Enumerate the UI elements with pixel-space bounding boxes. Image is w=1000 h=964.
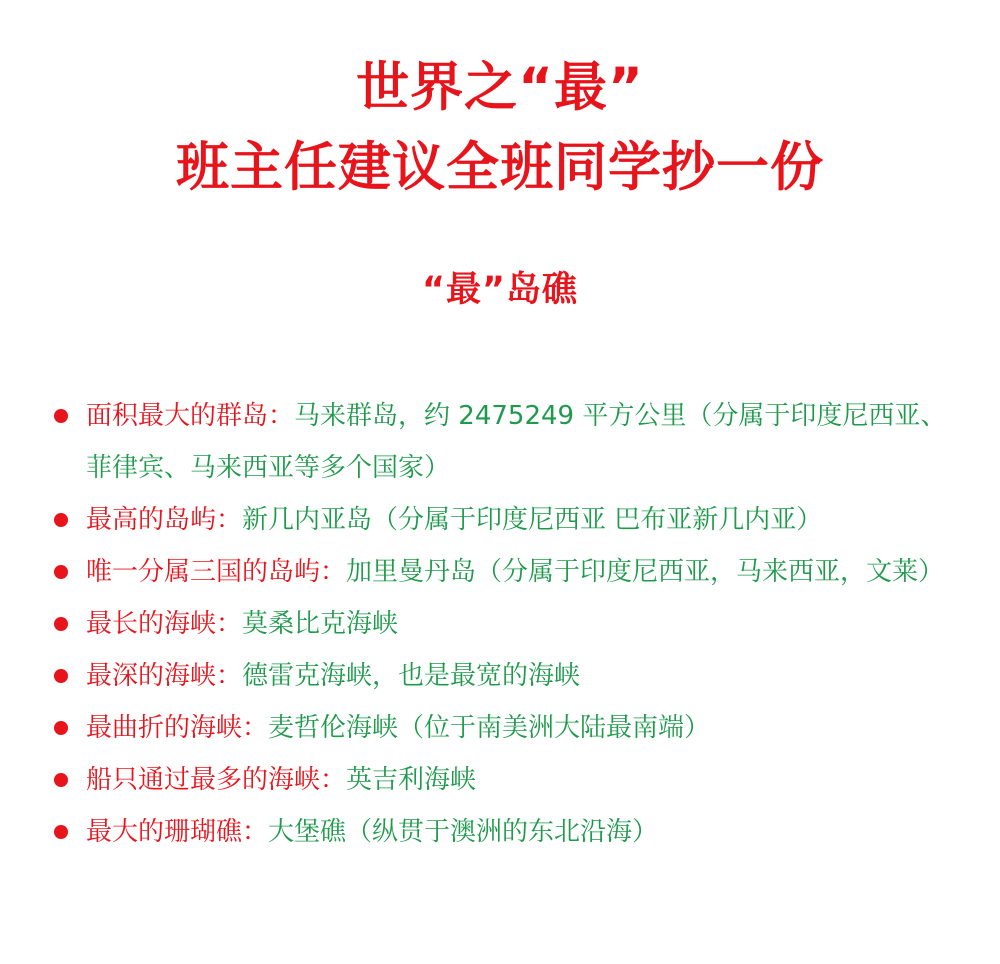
item-label: 面积最大的群岛： (86, 401, 295, 431)
item-label: 最深的海峡： (86, 661, 243, 691)
bullet-icon (54, 617, 68, 631)
item-label: 最长的海峡： (86, 609, 243, 639)
list-item (46, 598, 966, 650)
list-item (46, 650, 966, 702)
list-item (46, 754, 966, 806)
list-item (46, 546, 966, 598)
list-item (46, 806, 966, 858)
bullet-icon (54, 825, 68, 839)
item-label: 最大的珊瑚礁： (86, 817, 269, 847)
item-label: 最高的岛屿： (86, 505, 243, 535)
item-label: 船只通过最多的海峡： (86, 765, 347, 795)
facts-list (46, 390, 966, 858)
bullet-icon (54, 565, 68, 579)
item-value: 马来群岛，约 2475249 平方公里（分属于印度尼西亚、菲律宾、马来西亚等多个国家） (86, 401, 947, 483)
bullet-icon (54, 409, 68, 423)
section-title: “最”岛礁 (421, 270, 578, 310)
bullet-icon (54, 513, 68, 527)
item-value: 大堡礁（纵贯于澳洲的东北沿海） (268, 817, 659, 847)
bullet-icon (54, 669, 68, 683)
item-label: 最曲折的海峡： (86, 713, 269, 743)
item-value: 加里曼丹岛（分属于印度尼西亚，马来西亚，文莱） (346, 557, 945, 587)
item-label: 唯一分属三国的岛屿： (86, 557, 347, 587)
item-value: 新几内亚岛（分属于印度尼西亚 巴布亚新几内亚） (242, 505, 823, 535)
page-title-line-1: 世界之“最” (356, 57, 644, 118)
item-value: 莫桑比克海峡 (242, 609, 399, 639)
page-title-line-2: 班主任建议全班同学抄一份 (176, 137, 824, 198)
bullet-icon (54, 721, 68, 735)
item-value: 德雷克海峡，也是最宽的海峡 (242, 661, 581, 691)
list-item (46, 494, 966, 546)
item-value: 英吉利海峡 (346, 765, 477, 795)
list-item (46, 390, 966, 494)
list-item (46, 702, 966, 754)
bullet-icon (54, 773, 68, 787)
item-value: 麦哲伦海峡（位于南美洲大陆最南端） (268, 713, 711, 743)
